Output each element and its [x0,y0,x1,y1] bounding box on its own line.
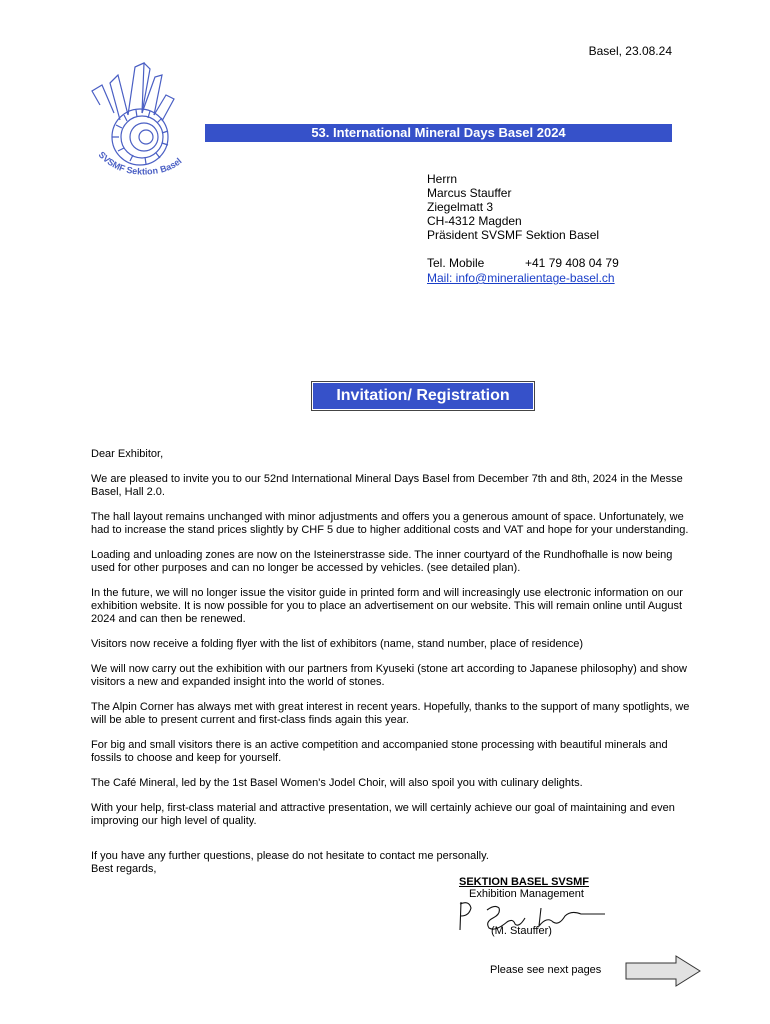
event-banner: 53. International Mineral Days Basel 2024 [205,124,672,142]
paragraph: With your help, first-class material and attractive presentation, we will certainly achieve our goal of maintaining and even improving our high level of quality. [91,802,675,827]
closing-line: Best regards, [91,863,157,875]
recipient-address [427,172,599,242]
phone-line [427,256,619,270]
svsmf-logo [80,55,210,185]
letter-body [91,448,691,840]
paragraph: The Alpin Corner has always met with great interest in recent years. Hopefully, thanks to the support of many spotlights, we will be able to present current and first-class finds again this year. [91,701,690,726]
signature-section: SEKTION BASEL SVSMF [459,876,589,888]
closing-line: If you have any further questions, please do not hesitate to contact me personally. [91,850,489,862]
signature-name: (M. Stauffer) [491,925,552,937]
paragraph: Visitors now receive a folding flyer with the list of exhibitors (name, stand number, place of residence) [91,638,583,650]
letter-date: Basel, 23.08.24 [588,44,672,58]
title-box [311,381,535,411]
closing [91,850,489,876]
address-line: Präsident SVSMF Sektion Basel [427,228,600,242]
address-line: CH-4312 Magden [427,214,522,228]
logo-text: SVSMF Sektion Basel [96,149,184,177]
right-arrow-icon [624,954,702,988]
email-link[interactable]: Mail: info@mineralientage-basel.ch [427,271,615,285]
svg-text:SVSMF Sektion Basel [97,150,184,177]
paragraph: In the future, we will no longer issue the visitor guide in printed form and will increasingly use electronic information on our exhibition website. It is now possible for you to place an advertisement on our website. This will remain online until August 2024 and can then be renewed. [91,587,683,625]
signature-role: Exhibition Management [469,888,584,900]
phone-value: +41 79 408 04 79 [525,256,619,270]
paragraph: The hall layout remains unchanged with minor adjustments and offers you a generous amount of space. Unfortunately, we had to increase the stand prices slightly by CHF 5 due to higher additional costs and VAT and hope for your understanding. [91,511,689,536]
paragraph: Loading and unloading zones are now on the Isteinerstrasse side. The inner courtyard of the Rundhofhalle is now being used for other purposes and can no longer be accessed by vehicles. (see detailed plan). [91,549,673,574]
address-line: Marcus Stauffer [427,186,512,200]
paragraph: For big and small visitors there is an active competition and accompanied stone processing with beautiful minerals and fossils to choose and keep for yourself. [91,739,668,764]
next-pages-note: Please see next pages [490,964,602,976]
address-line: Herrn [427,172,458,186]
greeting: Dear Exhibitor, [91,448,164,460]
phone-label: Tel. Mobile [427,256,485,270]
paragraph: We are pleased to invite you to our 52nd International Mineral Days Basel from December 7th and 8th, 2024 in the Messe Basel, Hall 2.0. [91,473,683,498]
paragraph: The Café Mineral, led by the 1st Basel Women's Jodel Choir, will also spoil you with culinary delights. [91,777,583,789]
paragraph: We will now carry out the exhibition with our partners from Kyuseki (stone art according to Japanese philosophy) and show visitors a new and expanded insight into the world of stones. [91,663,687,688]
page-title: Invitation/ Registration [313,383,533,409]
address-line: Ziegelmatt 3 [427,200,494,214]
